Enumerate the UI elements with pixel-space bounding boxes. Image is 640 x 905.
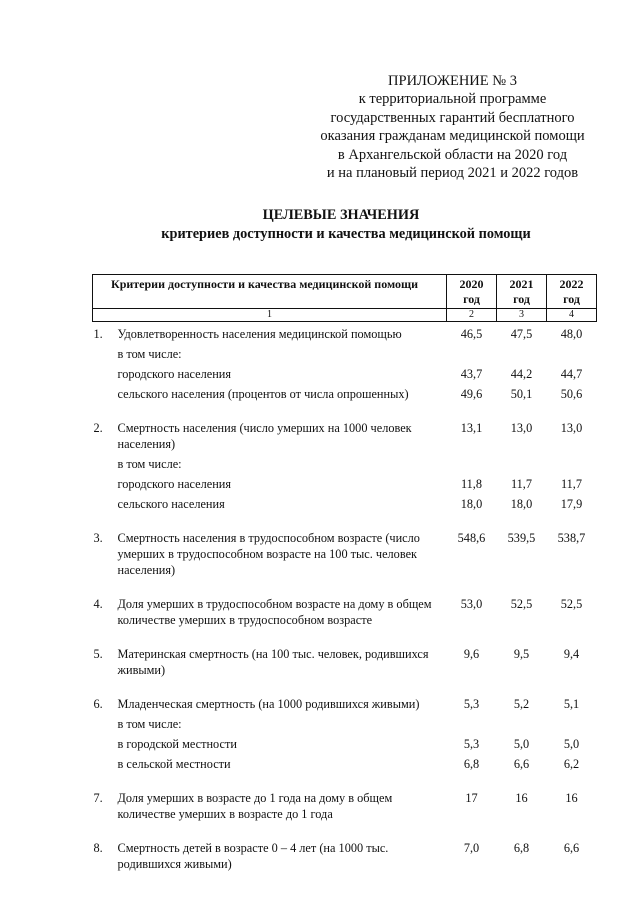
row-number: 6. <box>93 697 103 711</box>
table-row <box>93 452 597 472</box>
header-year-unit: год <box>513 292 530 306</box>
row-value-2020: 13,1 <box>460 421 483 435</box>
row-number: 7. <box>93 791 103 805</box>
row-value-2021: 5,0 <box>513 737 530 751</box>
header-year-unit: год <box>563 292 580 306</box>
row-value-2022: 50,6 <box>560 387 583 401</box>
row-value-2022: 13,0 <box>560 421 583 435</box>
row-number <box>93 492 117 512</box>
row-number: 5. <box>93 647 103 661</box>
row-value-2020 <box>447 342 497 362</box>
row-value-2020: 11,8 <box>460 477 483 491</box>
row-value-2022: 16 <box>565 791 578 805</box>
title-line-1: ЦЕЛЕВЫЕ ЗНАЧЕНИЯ <box>262 207 420 223</box>
row-value-2022: 6,6 <box>563 841 580 855</box>
table-row <box>93 322 597 343</box>
appendix-line: оказания гражданам медицинской помощи <box>320 128 585 145</box>
row-value-2021: 539,5 <box>507 531 536 545</box>
row-criterion: в том числе: <box>117 457 182 471</box>
header-year: 2020 <box>459 277 484 291</box>
row-value-2022: 17,9 <box>560 497 583 511</box>
row-value-2020: 5,3 <box>463 737 480 751</box>
row-value-2022: 11,7 <box>560 477 583 491</box>
row-number: 2. <box>93 421 103 435</box>
row-value-2020: 43,7 <box>460 367 483 381</box>
header-criteria: Критерии доступности и качества медицинской помощи <box>93 275 447 309</box>
row-number: 8. <box>93 841 103 855</box>
appendix-header <box>300 72 605 182</box>
row-value-2020: 17 <box>465 791 478 805</box>
row-value-2021 <box>497 712 547 732</box>
row-value-2022: 538,7 <box>557 531 586 545</box>
row-number <box>93 342 117 362</box>
row-value-2021 <box>497 342 547 362</box>
row-value-2022 <box>547 342 597 362</box>
row-value-2022: 48,0 <box>560 327 583 341</box>
row-criterion: в городской местности <box>117 737 237 751</box>
row-value-2020: 46,5 <box>460 327 483 341</box>
row-value-2020: 5,3 <box>463 697 480 711</box>
column-number: 4 <box>547 309 597 322</box>
table-row <box>93 472 597 492</box>
row-value-2020: 548,6 <box>457 531 486 545</box>
row-number <box>93 382 117 402</box>
column-number: 2 <box>447 309 497 322</box>
header-year-2022 <box>547 275 597 309</box>
row-value-2021: 18,0 <box>510 497 533 511</box>
row-number <box>93 452 117 472</box>
row-value-2022: 52,5 <box>560 597 583 611</box>
header-year: 2022 <box>559 277 584 291</box>
row-value-2022: 5,0 <box>563 737 580 751</box>
criteria-table <box>92 274 597 872</box>
row-criterion: Смертность населения (число умерших на 1000 человек населения) <box>117 421 412 451</box>
row-criterion: сельского населения <box>117 497 225 511</box>
row-criterion: в сельской местности <box>117 757 231 771</box>
row-value-2021 <box>497 452 547 472</box>
row-number: 4. <box>93 597 103 611</box>
row-criterion: городского населения <box>117 477 232 491</box>
row-value-2020: 49,6 <box>460 387 483 401</box>
row-value-2022: 9,4 <box>563 647 580 661</box>
row-value-2021: 6,8 <box>513 841 530 855</box>
table-row <box>93 732 597 752</box>
row-number <box>93 752 117 772</box>
appendix-line: к территориальной программе <box>358 91 547 108</box>
row-criterion: сельского населения (процентов от числа опрошенных) <box>117 387 409 401</box>
table-row <box>93 712 597 732</box>
row-value-2020: 18,0 <box>460 497 483 511</box>
row-criterion: Смертность населения в трудоспособном возрасте (число умерших в трудоспособном возрасте на 100 тыс. человек населения) <box>117 531 420 577</box>
table-row <box>93 772 597 822</box>
table-row <box>93 678 597 712</box>
row-value-2020 <box>447 452 497 472</box>
table-row <box>93 512 597 578</box>
row-value-2021: 11,7 <box>510 477 533 491</box>
row-criterion: Младенческая смертность (на 1000 родившихся живыми) <box>117 697 420 711</box>
row-criterion: Материнская смертность (на 100 тыс. человек, родившихся живыми) <box>117 647 429 677</box>
table-row <box>93 342 597 362</box>
row-value-2020: 53,0 <box>460 597 483 611</box>
table-row <box>93 822 597 872</box>
row-value-2022 <box>547 452 597 472</box>
header-year-2021 <box>497 275 547 309</box>
row-value-2020: 9,6 <box>463 647 480 661</box>
table-row <box>93 752 597 772</box>
table-row <box>93 382 597 402</box>
row-number <box>93 472 117 492</box>
row-value-2022: 5,1 <box>563 697 580 711</box>
row-value-2021: 6,6 <box>513 757 530 771</box>
table-row <box>93 362 597 382</box>
row-value-2022: 44,7 <box>560 367 583 381</box>
title-line-2: критериев доступности и качества медицинской помощи <box>161 226 531 242</box>
row-criterion: Доля умерших в возрасте до 1 года на дому в общем количестве умерших в возрасте до 1 года <box>117 791 393 821</box>
row-value-2021: 47,5 <box>510 327 533 341</box>
table-row <box>93 578 597 628</box>
row-value-2020: 6,8 <box>463 757 480 771</box>
row-value-2022 <box>547 712 597 732</box>
column-number: 1 <box>93 309 447 322</box>
row-number <box>93 732 117 752</box>
row-criterion: Доля умерших в трудоспособном возрасте на дому в общем количестве умерших в трудоспособном возрасте <box>117 597 432 627</box>
appendix-line: ПРИЛОЖЕНИЕ № 3 <box>388 73 517 89</box>
row-criterion: Удовлетворенность населения медицинской помощью <box>117 327 402 341</box>
column-number: 3 <box>497 309 547 322</box>
table-row <box>93 492 597 512</box>
row-value-2021: 44,2 <box>510 367 533 381</box>
header-year: 2021 <box>509 277 534 291</box>
row-value-2021: 13,0 <box>510 421 533 435</box>
row-value-2020 <box>447 712 497 732</box>
row-value-2020: 7,0 <box>463 841 480 855</box>
row-criterion: в том числе: <box>117 347 182 361</box>
header-year-unit: год <box>463 292 480 306</box>
table-header-row <box>93 275 597 309</box>
row-number: 1. <box>93 327 103 341</box>
row-value-2022: 6,2 <box>563 757 580 771</box>
row-value-2021: 16 <box>515 791 528 805</box>
appendix-line: государственных гарантий бесплатного <box>330 109 575 126</box>
appendix-line: в Архангельской области на 2020 год <box>337 146 568 163</box>
row-value-2021: 5,2 <box>513 697 530 711</box>
column-number-row <box>93 309 597 322</box>
appendix-line: и на плановый период 2021 и 2022 годов <box>326 165 579 182</box>
row-value-2021: 9,5 <box>513 647 530 661</box>
table-row <box>93 402 597 452</box>
row-number: 3. <box>93 531 103 545</box>
row-value-2021: 52,5 <box>510 597 533 611</box>
row-number <box>93 712 117 732</box>
row-number <box>93 362 117 382</box>
row-criterion: Смертность детей в возрасте 0 – 4 лет (на 1000 тыс. родившихся живыми) <box>117 841 389 871</box>
document-title <box>0 206 640 244</box>
table-row <box>93 628 597 678</box>
row-criterion: городского населения <box>117 367 232 381</box>
header-year-2020 <box>447 275 497 309</box>
row-value-2021: 50,1 <box>510 387 533 401</box>
row-criterion: в том числе: <box>117 717 182 731</box>
